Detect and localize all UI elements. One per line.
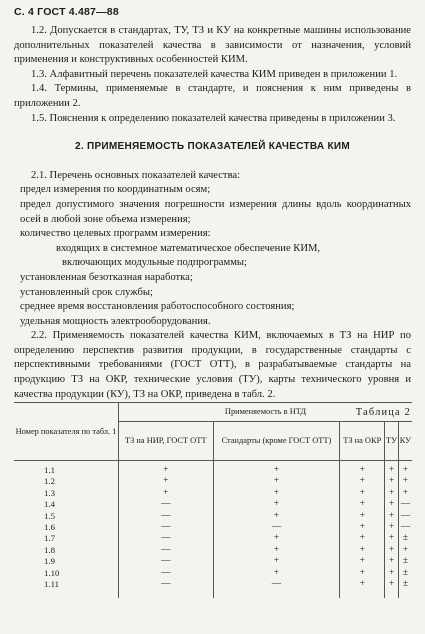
value-cell: — — [213, 579, 340, 598]
value-cell: + — [385, 579, 399, 598]
list-item: включающих модульные подпрограммы; — [62, 257, 247, 269]
col-header-tu: ТУ — [385, 422, 399, 461]
value-cell: — — [119, 499, 214, 510]
value-cell: + — [340, 568, 385, 579]
value-cell: + — [340, 556, 385, 567]
value-cell: + — [213, 499, 340, 510]
value-cell: — — [119, 522, 214, 533]
value-cell: + — [119, 461, 214, 477]
value-cell: — — [119, 556, 214, 567]
value-cell: + — [213, 556, 340, 567]
col-header-tz-okr: ТЗ на ОКР — [340, 422, 385, 461]
value-cell: + — [340, 522, 385, 533]
col-header-number: Номер показателя по табл. 1 — [14, 403, 119, 461]
table-row — [14, 533, 412, 544]
value-cell: + — [385, 556, 399, 567]
value-cell: + — [340, 545, 385, 556]
value-cell: — — [119, 533, 214, 544]
value-cell: + — [398, 488, 412, 499]
value-cell: + — [398, 476, 412, 487]
page-header: С. 4 ГОСТ 4.487—88 — [14, 6, 119, 18]
list-item: предел допустимого значения погрешности измерения длины вдоль координатных осей в любой зоне объема измерения; — [20, 198, 411, 225]
body-text — [14, 24, 411, 423]
list-item: установленная безотказная наработка; — [20, 271, 193, 283]
row-number-cell: 1.6 — [14, 522, 119, 533]
value-cell: + — [340, 499, 385, 510]
value-cell: + — [340, 579, 385, 598]
list-item: количество целевых программ измерения: — [20, 228, 211, 240]
table-row — [14, 568, 412, 579]
section-title: 2. ПРИМЕНЯЕМОСТЬ ПОКАЗАТЕЛЕЙ КАЧЕСТВА КИМ — [74, 141, 351, 153]
row-number-cell: 1.7 — [14, 533, 119, 544]
value-cell: ± — [398, 533, 412, 544]
value-cell: + — [340, 476, 385, 487]
row-number-cell: 1.8 — [14, 545, 119, 556]
value-cell: — — [398, 511, 412, 522]
value-cell: — — [213, 522, 340, 533]
value-cell: + — [213, 511, 340, 522]
table-caption: Таблица 2 — [355, 407, 411, 419]
value-cell: + — [385, 461, 399, 477]
paragraph-1-4: 1.4. Термины, применяемые в стандарте, и пояснения к ним приведены в приложении 2. — [14, 83, 411, 109]
value-cell: — — [398, 499, 412, 510]
row-number-cell: 1.3 — [14, 488, 119, 499]
col-header-standards: Стандарты (кроме ГОСТ ОТТ) — [213, 422, 340, 461]
value-cell: + — [385, 545, 399, 556]
table-row — [14, 545, 412, 556]
table-row — [14, 499, 412, 510]
table-row — [14, 522, 412, 533]
applicability-table — [14, 402, 412, 598]
value-cell: + — [385, 522, 399, 533]
group-header: Применяемость в НТД — [119, 403, 413, 422]
row-number-cell: 1.4 — [14, 499, 119, 510]
table-row — [14, 511, 412, 522]
paragraph-2-1: 2.1. Перечень основных показателей качества: — [31, 169, 241, 181]
table-row — [14, 556, 412, 567]
table-row — [14, 488, 412, 499]
value-cell: + — [385, 488, 399, 499]
value-cell: + — [340, 511, 385, 522]
paragraph-1-5: 1.5. Пояснения к определению показателей качества приведены в приложении 3. — [31, 112, 396, 124]
list-item: установленный срок службы; — [20, 286, 153, 298]
value-cell: — — [119, 545, 214, 556]
value-cell: + — [385, 499, 399, 510]
value-cell: ± — [398, 579, 412, 598]
value-cell: + — [213, 488, 340, 499]
row-number-cell: 1.2 — [14, 476, 119, 487]
row-number-cell: 1.11 — [14, 579, 119, 598]
value-cell: + — [385, 568, 399, 579]
list-item: входящих в системное математическое обеспечение КИМ, — [56, 242, 321, 254]
col-header-tz-nir: ТЗ на НИР, ГОСТ ОТТ — [119, 422, 214, 461]
list-item: предел измерения по координатным осям; — [20, 184, 211, 196]
value-cell: + — [340, 461, 385, 477]
value-cell: — — [398, 522, 412, 533]
list-item: удельная мощность электрооборудования. — [20, 315, 211, 327]
value-cell: + — [385, 476, 399, 487]
table-body — [14, 461, 412, 599]
value-cell: + — [119, 476, 214, 487]
value-cell: + — [398, 461, 412, 477]
value-cell: + — [398, 545, 412, 556]
row-number-cell: 1.9 — [14, 556, 119, 567]
row-number-cell: 1.1 — [14, 461, 119, 477]
value-cell: — — [119, 511, 214, 522]
col-header-ku: КУ — [398, 422, 412, 461]
value-cell: ± — [398, 568, 412, 579]
value-cell: + — [213, 533, 340, 544]
row-number-cell: 1.5 — [14, 511, 119, 522]
value-cell: — — [119, 568, 214, 579]
paragraph-2-2: 2.2. Применяемость показателей качества КИМ, включаемых в ТЗ на НИР по определению перспектив развития продукции, в государственные стандарты с перспективными требованиями (ГОСТ ОТТ), в разрабатываемые стандарты на продукцию ТЗ на ОКР, технические условия (ТУ), карты технического уровня и качества продукции (КУ), ТЗ на ОКР, приведена в табл. 2. — [14, 330, 411, 400]
value-cell: + — [213, 461, 340, 477]
value-cell: ± — [398, 556, 412, 567]
value-cell: + — [213, 545, 340, 556]
value-cell: + — [213, 568, 340, 579]
table-row — [14, 579, 412, 598]
list-item: среднее время восстановления работоспособного состояния; — [20, 301, 295, 313]
value-cell: + — [385, 533, 399, 544]
value-cell: + — [340, 488, 385, 499]
paragraph-1-3: 1.3. Алфавитный перечень показателей качества КИМ приведен в приложении 1. — [31, 68, 398, 80]
table-row — [14, 461, 412, 477]
paragraph-1-2: 1.2. Допускается в стандартах, ТУ, ТЗ и КУ на конкретные машины использование дополнительных показателей качества в зависимости от назначения, условий применения и конструктивных особенностей КИМ. — [14, 25, 411, 66]
table-row — [14, 476, 412, 487]
value-cell: + — [340, 533, 385, 544]
value-cell: + — [119, 488, 214, 499]
row-number-cell: 1.10 — [14, 568, 119, 579]
value-cell: + — [385, 511, 399, 522]
value-cell: — — [119, 579, 214, 598]
value-cell: + — [213, 476, 340, 487]
